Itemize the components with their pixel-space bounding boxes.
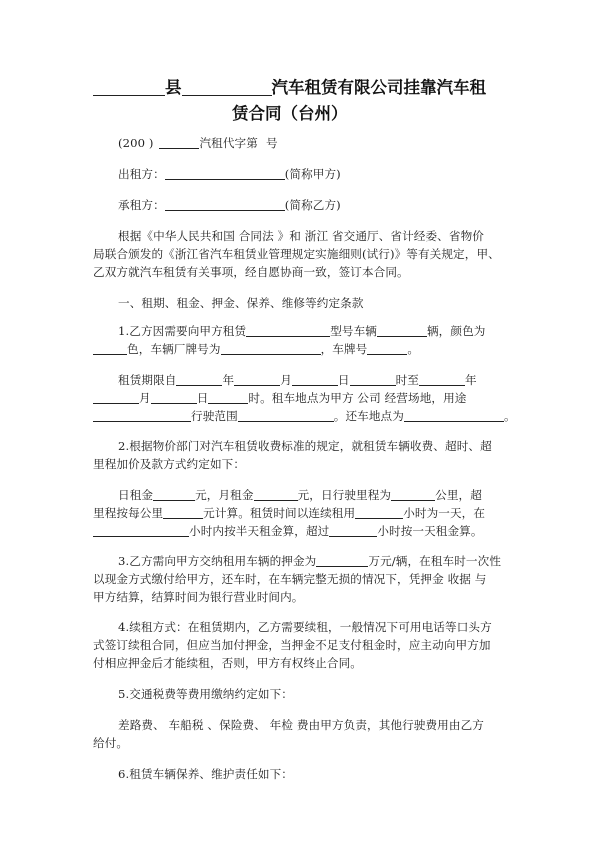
- clause-2-line: 2.根据物价部门对汽车租赁收费标准的规定，就租赁车辆收费、超时、超: [118, 439, 492, 453]
- lessee-blank: [165, 198, 285, 211]
- clause-1-line: 色，车辆厂牌号为 ，车牌号 。: [93, 341, 419, 357]
- clause-5-line: 差路费、 车船税 、保险费、 年检 费由甲方负责，其他行驶费用由乙方: [118, 718, 484, 732]
- fee-line: 日租金 元，月租金 元，日行驶里程为 公里，超: [118, 488, 482, 502]
- serial-number-line: (200 ) 汽租代字第 号: [118, 136, 278, 150]
- clause-3-line: 甲方结算，结算时间为银行营业时间内。: [93, 590, 304, 604]
- clause-4-line: 式签订续租合同，但应当加付押金，当押金不足支付租金时，应主动向甲方加: [93, 638, 491, 652]
- clause-2-line: 里程加价及款方式约定如下：: [93, 457, 246, 471]
- clause-1-line: 1.乙方因需要向甲方租赁 型号车辆 辆，颜色为: [118, 324, 486, 338]
- county-blank: [93, 79, 165, 96]
- clause-3-line: 以现金方式缴付给甲方，还车时，在车辆完整无损的情况下，凭押金 收据 与: [93, 572, 487, 586]
- lease-period-line: 月 日 时。租车地点为甲方 公司 经营场地，用途: [93, 390, 466, 406]
- fee-line: 里程按每公里 元计算。租赁时间以连续租用 小时为一天，在: [93, 506, 486, 520]
- clause-3-line: 3.乙方需向甲方交纳租用车辆的押金为 万元/辆，在租车时一次性: [118, 554, 502, 568]
- intro-paragraph-line: 局联合颁发的《浙江省汽车租赁业管理规定实施细则(试行)》等有关规定，甲、: [93, 247, 500, 261]
- intro-paragraph-line: 乙双方就汽车租赁有关事项，经自愿协商一致，签订本合同。: [93, 265, 409, 279]
- clause-4-line: 付相应押金后才能续租，否则，甲方有权终止合同。: [93, 656, 362, 670]
- contract-title-line2: 赁合同（台州）: [232, 104, 348, 123]
- fee-line: 小时内按半天租金算，超过 小时按一天租金算。: [93, 523, 483, 539]
- clause-6-heading: 6.租赁车辆保养、维护责任如下：: [118, 767, 293, 781]
- clause-4-line: 4.续租方式：在租赁期内，乙方需要续租，一般情况下可用电话等口头方: [118, 620, 492, 634]
- lease-period-line: 租赁期限自 年 月 日 时至 年: [118, 373, 477, 387]
- lease-period-line: 行驶范围 。还车地点为 。: [93, 408, 516, 424]
- lessor-line: 出租方： (简称甲方): [118, 167, 341, 181]
- company-blank: [182, 79, 272, 96]
- lessor-blank: [165, 167, 285, 180]
- clause-5-line: 给付。: [93, 736, 129, 750]
- section-1-heading: 一、租期、租金、押金、保养、维修等约定条款: [118, 296, 364, 310]
- clause-5-heading: 5.交通税费等费用缴纳约定如下：: [118, 687, 293, 701]
- serial-blank: [159, 136, 199, 149]
- contract-title-line1: 县 汽车租赁有限公司挂靠汽车租: [93, 74, 523, 98]
- intro-paragraph-line: 根据《中华人民共和国 合同法 》和 浙江 省交通厅、省计经委、省物价: [118, 229, 484, 243]
- lessee-line: 承租方： (简称乙方): [118, 198, 341, 212]
